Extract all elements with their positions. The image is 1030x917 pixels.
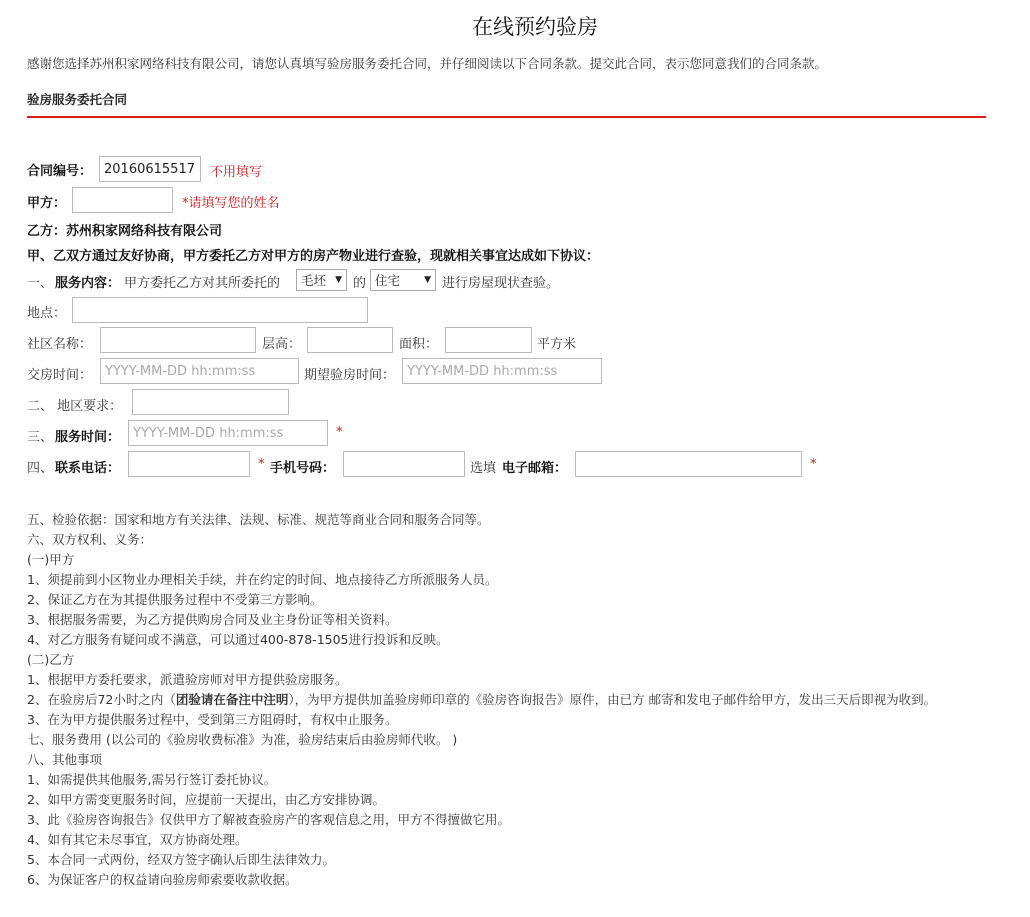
term-line: 2、如甲方需变更服务时间，应提前一天提出，由乙方安排协调。 xyxy=(27,792,385,807)
email-input[interactable] xyxy=(575,451,802,477)
contract-subtitle: 验房服务委托合同 xyxy=(27,92,128,107)
service-content-prefix: 一、 xyxy=(27,276,54,291)
term-line: 六、双方权利、义务： xyxy=(27,532,153,547)
party-a-name-input[interactable] xyxy=(72,187,173,213)
property-condition-select[interactable] xyxy=(296,269,347,291)
mobile-input[interactable] xyxy=(343,451,465,477)
term-line: 6、为保证客户的权益请向验房师索要收款收据。 xyxy=(27,872,298,887)
intro-text: 感谢您选择苏州积家网络科技有限公司，请您认真填写验房服务委托合同，并仔细阅读以下合同条款。提交此合同，表示您同意我们的合同条款。 xyxy=(27,56,828,71)
contract-number-input[interactable] xyxy=(99,156,201,182)
term-line: (二)乙方 xyxy=(27,652,75,667)
service-time-label: 服务时间： xyxy=(55,430,121,445)
contract-number-note: 不用填写 xyxy=(210,165,263,180)
required-star: * xyxy=(258,457,265,472)
community-label: 社区名称： xyxy=(27,337,93,352)
term-72h-after: ），为甲方提供加盖验房师印章的《验房咨询报告》原件，由已方 邮寄和发电子邮件给甲方，发出三天后即视为收到。 xyxy=(288,692,937,707)
property-type-select[interactable] xyxy=(370,269,436,291)
area-label: 面积： xyxy=(399,337,439,352)
party-b-text: 乙方：苏州积家网络科技有限公司 xyxy=(27,224,223,239)
service-content-text1: 甲方委托乙方对其所委托的 xyxy=(124,276,281,291)
term-line: 五、检验依据：国家和地方有关法律、法规、标准、规范等商业合同和服务合同等。 xyxy=(27,512,490,527)
term-line-72h xyxy=(27,690,1017,710)
term-72h-bold: 团验请在备注中注明 xyxy=(175,692,289,707)
chevron-down-icon: ▼ xyxy=(335,275,342,285)
term-line: 4、对乙方服务有疑问或不满意，可以通过400-878-1505进行投诉和反映。 xyxy=(27,632,449,647)
phone-input[interactable] xyxy=(128,451,250,477)
term-line: 1、须提前到小区物业办理相关手续，并在约定的时间、地点接待乙方所派服务人员。 xyxy=(27,572,498,587)
phone-label: 联系电话： xyxy=(55,461,121,476)
term-line: 2、保证乙方在为其提供服务过程中不受第三方影响。 xyxy=(27,592,323,607)
term-line: (一)甲方 xyxy=(27,552,75,567)
term-line: 3、在为甲方提供服务过程中，受到第三方阻碍时，有权中止服务。 xyxy=(27,712,398,727)
location-label: 地点： xyxy=(27,306,67,321)
community-input[interactable] xyxy=(100,327,256,353)
agreement-text: 甲、乙双方通过友好协商，甲方委托乙方对甲方的房产物业进行查验，现就相关事宜达成如下协议： xyxy=(27,249,600,264)
property-condition-value: 毛坯 xyxy=(301,273,327,288)
term-line: 5、本合同一式两份，经双方签字确认后即生法律效力。 xyxy=(27,852,335,867)
term-line: 1、根据甲方委托要求，派遣验房师对甲方提供验房服务。 xyxy=(27,672,348,687)
expected-time-input[interactable] xyxy=(402,358,602,384)
contact-prefix: 四、 xyxy=(27,461,54,476)
contract-terms xyxy=(27,510,1017,890)
page-title: 在线预约验房 xyxy=(472,15,598,39)
email-label: 电子邮箱： xyxy=(502,461,568,476)
area-input[interactable] xyxy=(445,327,532,353)
service-time-prefix: 三、 xyxy=(27,430,54,445)
service-content-text3: 进行房屋现状查验。 xyxy=(442,276,560,291)
region-input[interactable] xyxy=(132,389,289,415)
optional-label: 选填 xyxy=(470,461,497,476)
term-line: 七、服务费用 (以公司的《验房收费标准》为准，验房结束后由验房师代收。 ) xyxy=(27,732,458,747)
term-line: 八、其他事项 xyxy=(27,752,103,767)
party-a-hint: *请填写您的姓名 xyxy=(182,196,280,211)
region-label: 二、 地区要求： xyxy=(27,399,123,414)
area-unit: 平方米 xyxy=(537,337,577,352)
required-star: * xyxy=(336,425,343,440)
service-time-input[interactable] xyxy=(128,420,328,446)
term-line: 4、如有其它未尽事宜，双方协商处理。 xyxy=(27,832,248,847)
term-line: 3、此《验房咨询报告》仅供甲方了解被查验房产的客观信息之用，甲方不得擅做它用。 xyxy=(27,812,510,827)
chevron-down-icon: ▼ xyxy=(424,275,431,285)
expected-time-label: 期望验房时间： xyxy=(304,368,396,383)
title-divider xyxy=(27,116,986,118)
mobile-label: 手机号码： xyxy=(270,461,336,476)
location-input[interactable] xyxy=(72,297,368,323)
party-a-label: 甲方： xyxy=(27,196,67,211)
floor-height-input[interactable] xyxy=(307,327,393,353)
handover-time-label: 交房时间： xyxy=(27,368,93,383)
term-line: 1、如需提供其他服务,需另行签订委托协议。 xyxy=(27,772,277,787)
term-72h-before: 2、在验房后72小时之内（ xyxy=(27,692,176,707)
property-type-value: 住宅 xyxy=(375,273,401,288)
service-content-label: 服务内容： xyxy=(55,276,121,291)
handover-time-input[interactable] xyxy=(100,358,299,384)
term-line: 3、根据服务需要，为乙方提供购房合同及业主身份证等相关资料。 xyxy=(27,612,398,627)
required-star: * xyxy=(810,457,817,472)
service-content-text2: 的 xyxy=(353,276,367,291)
floor-height-label: 层高： xyxy=(262,337,302,352)
contract-number-label: 合同编号： xyxy=(27,164,93,179)
